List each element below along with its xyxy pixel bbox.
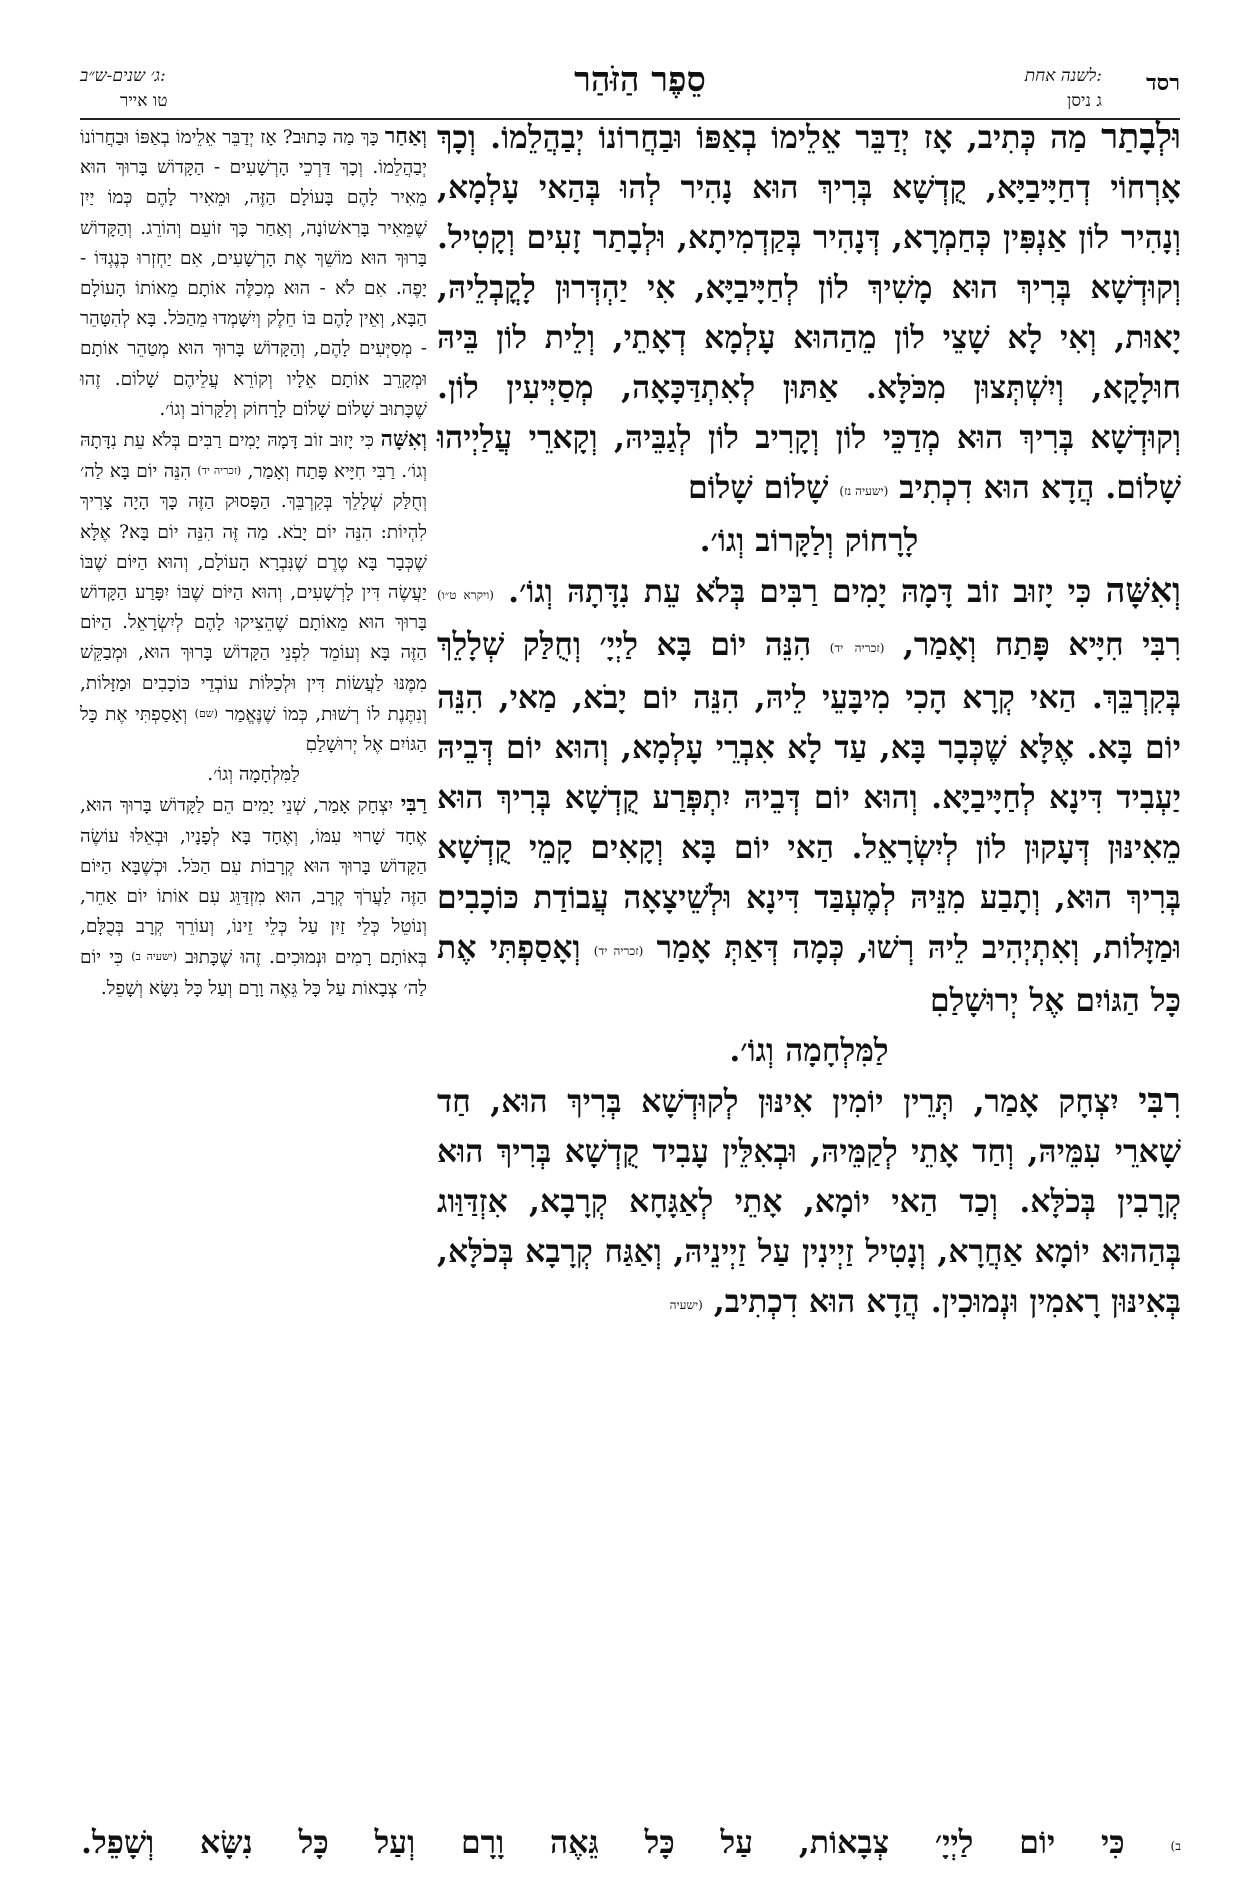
source-reference: (זכריה יד) (829, 641, 885, 655)
paragraph-text: כִּי יָזוּב זוֹב דָּמָהּ יָמִים רַבִּים בְּלֹא עֵת נִדָּתָהּ וְגוֹ׳. רַבִּי חִיָּיא פָּתַח וְאָמַר, (80, 430, 427, 483)
verse-quote-end: לָרָחוֹק וְלַקָּרוֹב וְגוֹ׳. (699, 522, 919, 559)
verse-quote: שָׁלוֹם שָׁלוֹם (687, 469, 829, 506)
header-left-date: טו אייר (120, 91, 168, 111)
side-paragraph-1 (80, 122, 427, 425)
page-number: רסד (1146, 70, 1180, 96)
translation-column (80, 122, 427, 1004)
paragraph-text: הִנֵּה יוֹם בָּא לַה׳ וְחֻלַּק שְׁלָלֵךְ בְּקִרְבֵּךְ. הַפָּסוּק הַזֶּה כָּךְ הָיָה צָרִיךְ לִהְיוֹת: הִנֵּה יוֹם יָבֹא. מַה זֶּה הִנֵּה יוֹם בָּא? אֶלָּא שֶׁכְּבָר בָּא טֶרֶם שֶׁנִּבְרָא הָעוֹלָם, וְהוּא הַיּוֹם שֶׁבּוֹ יַעֲשֶׂה דִּין לָרְשָׁעִים, וְהוּא הַיּוֹם שֶׁבּוֹ יִפָּרַע הַקָּדוֹשׁ בָּרוּךְ הוּא מֵאוֹתָם שֶׁהֵצִיקוּ לָהֶם לְיִשְׂרָאֵל. הַיּוֹם הַזֶּה בָּא וְעוֹמֵד לִפְנֵי הַקָּדוֹשׁ בָּרוּךְ הוּא, וּמְבַקֵּשׁ מִמֶּנּוּ לַעֲשׂוֹת דִּין וּלְכַלּוֹת עוֹבְדֵי כּוֹכָבִים וּמַזָּלוֹת, וְנִתֶּנֶת לוֹ רְשׁוּת, כְּמוֹ שֶׁנֶּאֱמַר (80, 461, 428, 725)
paragraph-text: רִבִּי חִיָּיא פָּתַח וְאָמַר, (902, 626, 1182, 663)
source-reference: (זכריה יד) (197, 464, 242, 478)
source-reference: (זכריה יד) (593, 944, 644, 958)
page-header (80, 58, 1180, 118)
paragraph-text: הִנֵּה יוֹם בָּא לַיְיָ׳ וְחֻלַּק שְׁלָלֵךְ בְּקִרְבֵּךְ. הַאי קְרָא הָכִי מִיבָּעֵי לֵיהּ, הִנֵּה יוֹם יָבֹא, מַאי, הִנֵּה יוֹם בָּא. אֶלָּא שֶׁכְּבָר בָּא, עַד לָא אִבְרֵי עָלְמָא, וְהוּא יוֹם דְּבֵיהּ יַעְבִיד דִּינָא לְחַיָּיבַיָּא. וְהוּא יוֹם דְּבֵיהּ יִתְפְּרַע קֻדְשָׁא בְּרִיךְ הוּא מֵאִינּוּן דְּעָקוּן לוֹן לְיִשְׂרָאֵל. הַאי יוֹם בָּא וְקָאִים קָמֵי קֻדְשָׁא בְּרִיךְ הוּא, וְתָבַע מִנֵּיהּ לְמֶעְבַּד דִּינָא וּלְשֵׁיצָאָה עֲבוֹדַת כּוֹכָבִים וּמַזָּלוֹת, וְאִתְיְהִיב לֵיהּ רְשׁוּ, כְּמָה דְּאַתְּ אָמַר (437, 626, 1182, 966)
paragraph-text: יִצְחָק אָמַר, תְּרֵין יוֹמִין אִינּוּן לְקוּדְשָׁא בְּרִיךְ הוּא, חַד שָׁארֵי עִמֵּיהּ, וְחַד אָתֵי לְקַמֵּיהּ, וּבְאִלֵּין עָבִיד קֻדְשָׁא בְּרִיךְ הוּא קְרָבִין בְּכֹלָּא. וְכַד הַאי יוֹמָא, אָתֵי לְאַגָּחָא קְרָבָא, אִזְדַּוַּוג בְּהַהוּא יוֹמָא אַחֲרָא, וְנָטִיל זַיְינִין עַל זַיְינֵיהּ, וְאַגַּח קְרָבָא בְּכֹלָּא, בְּאִינּוּן רָאמִין וּנְמוּכִין. הֲדָא הוּא דִכְתִיב, (437, 1083, 1181, 1320)
main-paragraph-1 (437, 112, 1181, 516)
main-paragraph-1-end (437, 516, 1181, 566)
source-reference: (ויקרא ט״ו) (437, 588, 494, 602)
side-paragraph-3 (80, 790, 427, 1003)
opening-word: וּלְבָתַר (1101, 116, 1181, 157)
verse-quote: וְאָסַפְתִּי אֶת כָּל הַגּוֹיִם אֶל יְרוּשָׁלַםִ (80, 703, 427, 756)
verse-quote-end: לַמִּלְחָמָה וְגוֹ׳. (207, 764, 300, 786)
full-width-closing-line (81, 1818, 1181, 1871)
verse-quote: כִּי יוֹם לַה׳ צְבָאוֹת עַל כָּל גֵּאֶה וָרָם וְעַל כָּל נִשָּׂא וְשָׁפֵל. (80, 947, 427, 999)
opening-word: רַבִּי (400, 792, 427, 818)
source-reference: (ישעיה נז) (839, 484, 889, 498)
paragraph-text: כִּי יָזוּב זוֹב דָּמָהּ יָמִים רַבִּים בְּלֹא עֵת נִדָּתָהּ וְגוֹ׳. (508, 573, 1092, 610)
side-paragraph-2 (80, 425, 427, 760)
source-reference: ב) (1170, 1839, 1181, 1853)
header-right-study-cycle: לשנה אחת: (1024, 66, 1102, 86)
source-reference: (ישעיה (669, 1298, 703, 1312)
paragraph-text: כָּךְ מַה כָּתוּב? אָז יְדַבֵּר אֵלֵימוֹ בְאַפּוֹ וּבַחֲרוֹנוֹ יְבַהֲלֵמוֹ. וְכָךְ דַּרְכֵי הָרְשָׁעִים - הַקָּדוֹשׁ בָּרוּךְ הוּא מֵאִיר לָהֶם בָּעוֹלָם הַזֶּה, וּמֵאִיר לָהֶם כְּמוֹ יַיִן שֶׁמֵּאִיר בָּרִאשׁוֹנָה, וְאַחַר כָּךְ זוֹעֵם וְהוֹרֵג. וְהַקָּדוֹשׁ בָּרוּךְ הוּא מוֹשֵׁךְ אֶת הָרְשָׁעִים, אִם יַחְזְרוּ כְּנֶגְדּוֹ - יָפֶה. אִם לֹא - הוּא מְכַלֶּה אוֹתָם מֵאוֹתוֹ הָעוֹלָם הַבָּא, וְאֵין לָהֶם בּוֹ חֵלֶק וְיִשָּׁמְדוּ מֵהַכֹּל. בָּא לְהִטָּהֵר - מְסַיְּעִים לָהֶם, וְהַקָּדוֹשׁ בָּרוּךְ הוּא מְטַהֵר אוֹתָם וּמְקָרֵב אוֹתָם אֵלָיו וְקוֹרֵא עֲלֵיהֶם שָׁלוֹם. זֶהוּ שֶׁכָּתוּב שָׁלוֹם שָׁלוֹם לָרָחוֹק וְלַקָּרוֹב וְגוֹ׳. (80, 127, 427, 420)
paragraph-text: יִצְחָק אָמַר, שְׁנֵי יָמִים הֵם לַקָּדוֹשׁ בָּרוּךְ הוּא, אֶחָד שָׁרוּי עִמּוֹ, וְאֶחָד בָּא לְפָנָיו, וּבְאֵלּוּ עוֹשֶׂה הַקָּדוֹשׁ בָּרוּךְ הוּא קְרָבוֹת עִם הַכֹּל. וּכְשֶׁבָּא הַיּוֹם הַזֶּה לַעֲרֹךְ קְרָב, הוּא מִזְדַּוֵּג עִם אוֹתוֹ יוֹם אַחֵר, וְנוֹטֵל כְּלֵי זַיִן עַל כְּלֵי זֵינוֹ, וְעוֹרֵךְ קְרָב בְּכֻלָּם, בְּאוֹתָם רָמִים וּנְמוּכִים. זֶהוּ שֶׁכָּתוּב (80, 795, 427, 969)
opening-word: וְאִשָּׁה (1105, 570, 1182, 611)
main-text-column (437, 112, 1181, 1330)
verse-quote: כִּי יוֹם לַיְיָ׳ צְבָאוֹת, עַל כָּל גֵּאֶה וָרָם וְעַל כָּל נִשָּׂא וְשָׁפֵל. (81, 1824, 1125, 1861)
header-left-study-cycle: ג׳ שנים-ש״ב: (80, 66, 166, 86)
verse-quote-end: לַמִּלְחָמָה וְגוֹ׳. (729, 1032, 889, 1069)
main-paragraph-3 (437, 1076, 1181, 1330)
main-paragraph-2-end (437, 1026, 1181, 1076)
header-right-date: ג ניסן (1066, 91, 1102, 111)
main-paragraph-2 (437, 566, 1181, 1026)
source-reference: (שם) (194, 706, 218, 720)
opening-word: וְאִשָּׁה (380, 427, 427, 453)
paragraph-text: מַה כְּתִיב, אָז יְדַבֵּר אֵלֵימוֹ בְאַפּוֹ וּבַחֲרוֹנוֹ יְבַהֲלֵמוֹ. וְכָךְ אָרְחוֹי דְחַיָּיבַיָּא, קֻדְשָׁא בְּרִיךְ הוּא נָהִיר לְהוּ בְּהַאי עָלְמָא, וְנָהִיר לוֹן אַנְפִּין כְּחַמְרָא, דְּנָהִיר בְּקַדְמִיתָא, וּלְבָתַר זָעִים וְקָטִיל. וְקוּדְשָׁא בְּרִיךְ הוּא מָשִׁיךְ לוֹן לְחַיָּיבַיָּא, אִי יַהְדְּרוּן לָקֳבְלֵיהּ, יָאוּת, וְאִי לָא שָׁצֵי לוֹן מֵהַהוּא עָלְמָא דְאָתֵי, וְלֵית לוֹן בֵּיהּ חוּלָקָא, וְיִשְׁתְּצוּן מִכֹּלָּא. אַתּוּן לְאִתְדַּכָּאָה, מְסַיְּיעִין לוֹן. וְקוּדְשָׁא בְּרִיךְ הוּא מְדַכֵּי לוֹן וְקָרִיב לוֹן לְגַבֵּיהּ, וְקָארֵי עֲלַיְיהוּ שָׁלוֹם. הֲדָא הוּא דִכְתִיב (437, 119, 1181, 506)
opening-word: רִבִּי (1138, 1080, 1182, 1121)
side-paragraph-2-end (80, 760, 427, 790)
book-title: סֵפֶר הַזֹּהַר (574, 60, 706, 100)
source-reference: (ישעיה ב) (131, 950, 177, 964)
verse-quote: וְאָסַפְתִּי אֶת כָּל הַגּוֹיִם אֶל יְרוּשָׁלַםִ (437, 929, 1181, 1019)
opening-word: וְאַחַר (384, 124, 427, 149)
